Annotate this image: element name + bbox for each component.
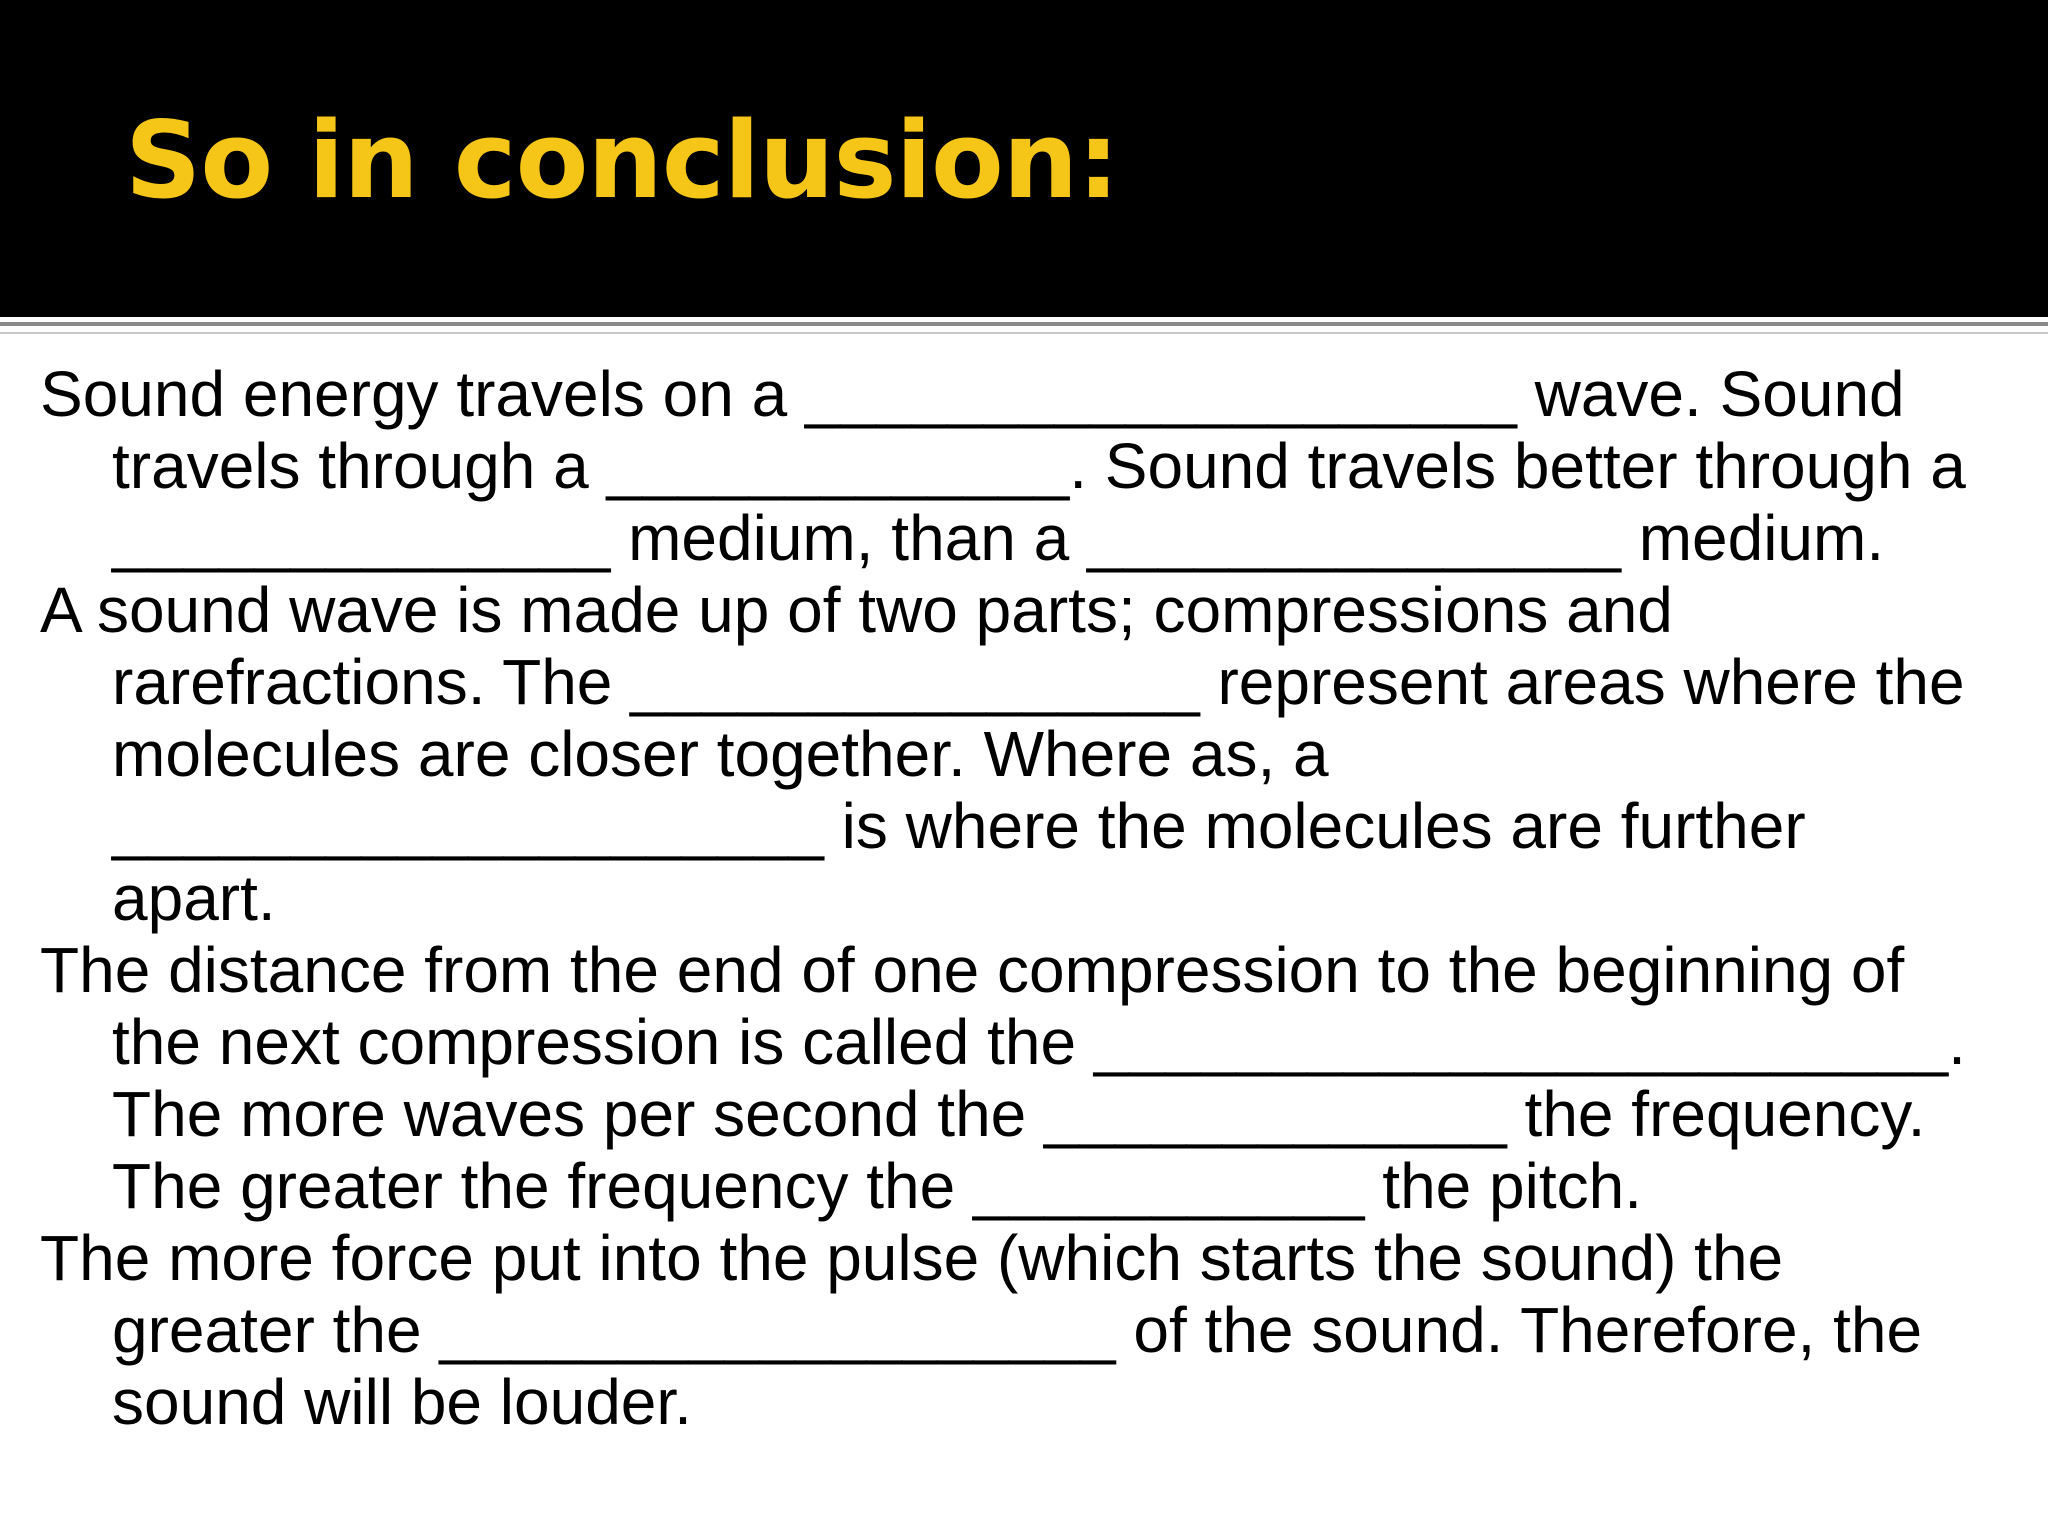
paragraph-amplitude: [40, 1222, 2030, 1438]
paragraph-line: The more waves per second the _____________ the frequency.: [112, 1078, 1926, 1150]
paragraph-line: Sound energy travels on a ____________________ wave. Sound: [40, 358, 1905, 430]
paragraph-line: greater the ___________________ of the sound. Therefore, the: [112, 1294, 1923, 1366]
paragraph-line: apart.: [112, 862, 276, 934]
paragraph-line: ______________ medium, than a _______________ medium.: [112, 502, 1885, 574]
paragraph-line: rarefractions. The ________________ represent areas where the: [112, 646, 1965, 718]
paragraph-sound-energy: [40, 358, 2030, 574]
slide-body: [40, 358, 2030, 1438]
paragraph-line: The more force put into the pulse (which starts the sound) the: [40, 1222, 1784, 1294]
paragraph-line: The greater the frequency the ___________ the pitch.: [112, 1150, 1642, 1222]
title-divider-shadow: [0, 332, 2048, 334]
paragraph-line: ____________________ is where the molecules are further: [112, 790, 1806, 862]
title-divider: [0, 322, 2048, 326]
paragraph-line: A sound wave is made up of two parts; compressions and: [40, 574, 1673, 646]
title-bar: [0, 0, 2048, 317]
paragraph-line: The distance from the end of one compression to the beginning of: [40, 934, 1905, 1006]
paragraph-wavelength: [40, 934, 2030, 1222]
paragraph-sound-wave-parts: [40, 574, 2030, 934]
paragraph-line: travels through a _____________. Sound travels better through a: [112, 430, 1966, 502]
slide-title: So in conclusion:: [125, 99, 1119, 222]
paragraph-line: the next compression is called the ________________________.: [112, 1006, 1966, 1078]
paragraph-line: sound will be louder.: [112, 1366, 692, 1438]
paragraph-line: molecules are closer together. Where as, a: [112, 718, 1329, 790]
